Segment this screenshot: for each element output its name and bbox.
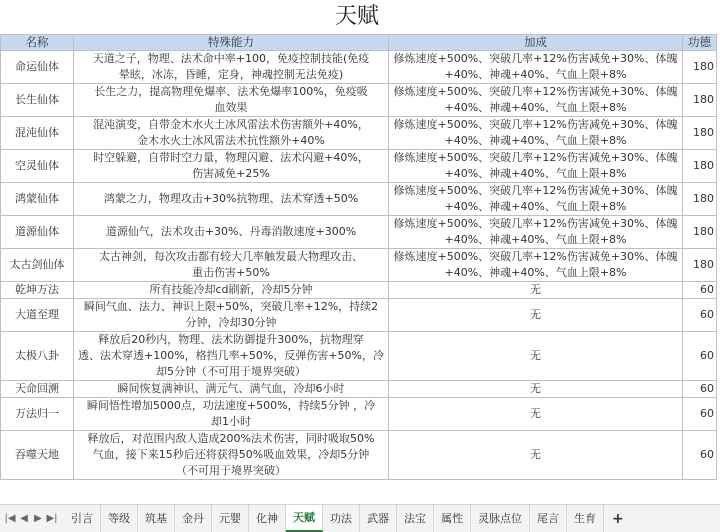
bonus-line: +40%、神魂+40%、气血上限+8% xyxy=(444,134,627,147)
table-row xyxy=(1,398,717,431)
bonus-line: 修炼速度+500%、突破几率+12%伤害减免+30%、体魄 xyxy=(393,85,678,98)
talent-ability-cell[interactable] xyxy=(74,249,389,282)
talent-merit-cell[interactable]: 180 xyxy=(683,150,717,183)
ability-line: 分钟，冷却30分钟 xyxy=(185,316,277,329)
talent-bonus-cell[interactable] xyxy=(389,299,683,332)
table-row xyxy=(1,332,717,381)
bonus-line: 修炼速度+500%、突破几率+12%伤害减免+30%、体魄 xyxy=(393,151,678,164)
add-sheet-button[interactable]: + xyxy=(612,510,624,527)
bonus-line: +40%、神魂+40%、气血上限+8% xyxy=(444,200,627,213)
ability-line: 混沌演变，自带金木水火土冰风雷法术伤害额外+40%， xyxy=(93,118,369,131)
talent-bonus-cell[interactable] xyxy=(389,84,683,117)
talent-ability-cell[interactable] xyxy=(74,282,389,299)
table-row xyxy=(1,51,717,84)
table-row xyxy=(1,216,717,249)
sheet-tab[interactable]: 筑基 xyxy=(138,505,175,532)
sheet-tab[interactable]: 等级 xyxy=(101,505,138,532)
talent-name-cell[interactable]: 道源仙体 xyxy=(1,216,74,249)
talent-ability-cell[interactable] xyxy=(74,150,389,183)
bonus-line: 修炼速度+500%、突破几率+12%伤害减免+30%、体魄 xyxy=(393,52,678,65)
sheet-tab[interactable]: 化神 xyxy=(249,505,286,532)
talent-ability-cell[interactable] xyxy=(74,84,389,117)
bonus-line: 无 xyxy=(530,283,541,296)
table-row xyxy=(1,282,717,299)
ability-line: （不可用于境界突破） xyxy=(176,464,286,477)
talent-name-cell[interactable]: 乾坤万法 xyxy=(1,282,74,299)
bonus-line: 无 xyxy=(530,308,541,321)
talent-bonus-cell[interactable] xyxy=(389,150,683,183)
ability-line: 伤害减免+25% xyxy=(192,167,270,180)
talent-name-cell[interactable]: 空灵仙体 xyxy=(1,150,74,183)
bonus-line: 无 xyxy=(530,407,541,420)
sheet-tab-bar xyxy=(0,504,720,532)
talent-table xyxy=(0,34,717,480)
ability-line: 透、法术穿透+100%，格挡几率+50%，反弹伤害+50%，冷 xyxy=(78,349,384,362)
talent-ability-cell[interactable] xyxy=(74,398,389,431)
bonus-line: +40%、神魂+40%、气血上限+8% xyxy=(444,233,627,246)
talent-bonus-cell[interactable] xyxy=(389,431,683,480)
table-row xyxy=(1,183,717,216)
table-row xyxy=(1,150,717,183)
table-row xyxy=(1,431,717,480)
ability-line: 却1小时 xyxy=(211,415,251,428)
ability-line: 瞬间恢复满神识、满元气、满气血，冷却6小时 xyxy=(117,382,345,395)
talent-bonus-cell[interactable] xyxy=(389,332,683,381)
talent-merit-cell[interactable]: 180 xyxy=(683,249,717,282)
table-row xyxy=(1,117,717,150)
ability-line: 金木水火土冰风雷法术抗性额外+40% xyxy=(137,134,325,147)
table-row xyxy=(1,84,717,117)
ability-line: 释放后20秒内，物理、法术防御提升300%，抗物理穿 xyxy=(98,333,364,346)
talent-name-cell[interactable]: 天命回溯 xyxy=(1,381,74,398)
sheet-tab[interactable]: 元婴 xyxy=(212,505,249,532)
talent-merit-cell[interactable]: 180 xyxy=(683,51,717,84)
bonus-line: 无 xyxy=(530,349,541,362)
first-sheet-icon[interactable]: |◀ xyxy=(4,512,16,524)
header-row xyxy=(1,35,717,51)
talent-name-cell[interactable]: 万法归一 xyxy=(1,398,74,431)
table-row xyxy=(1,381,717,398)
talent-ability-cell[interactable] xyxy=(74,216,389,249)
sheet-title: 天赋 xyxy=(334,4,379,29)
talent-name-cell[interactable]: 混沌仙体 xyxy=(1,117,74,150)
talent-name-cell[interactable]: 大道至理 xyxy=(1,299,74,332)
ability-line: 鸿蒙之力，物理攻击+30%抗物理、法术穿透+50% xyxy=(103,192,359,205)
ability-line: 太古神剑，每次攻击都有较大几率触发最大物理攻击、 xyxy=(99,250,363,263)
header-merit[interactable]: 功德 xyxy=(683,35,717,51)
talent-merit-cell[interactable]: 60 xyxy=(683,282,717,299)
table-row xyxy=(1,299,717,332)
talent-merit-cell[interactable]: 60 xyxy=(683,431,717,480)
ability-line: 天道之子，物理、法术命中率+100，免疫控制技能(免疫 xyxy=(92,52,370,65)
talent-merit-cell[interactable]: 180 xyxy=(683,183,717,216)
talent-bonus-cell[interactable] xyxy=(389,398,683,431)
bonus-line: 无 xyxy=(530,382,541,395)
talent-merit-cell[interactable]: 180 xyxy=(683,84,717,117)
last-sheet-icon[interactable]: ▶| xyxy=(46,512,58,524)
ability-line: 晕眩，冰冻，昏睡，定身，神魂控制无法免疫) xyxy=(118,68,344,81)
ability-line: 血效果 xyxy=(214,101,248,114)
talent-merit-cell[interactable]: 180 xyxy=(683,216,717,249)
talent-bonus-cell[interactable] xyxy=(389,381,683,398)
sheet-tab[interactable]: 金丹 xyxy=(175,505,212,532)
header-ability[interactable]: 特殊能力 xyxy=(74,35,389,51)
ability-line: 却5分钟（不可用于境界突破） xyxy=(156,365,306,378)
talent-name-cell[interactable]: 太古剑仙体 xyxy=(1,249,74,282)
bonus-line: +40%、神魂+40%、气血上限+8% xyxy=(444,266,627,279)
talent-ability-cell[interactable] xyxy=(74,381,389,398)
talent-name-cell[interactable]: 长生仙体 xyxy=(1,84,74,117)
sheet-tab[interactable]: 天赋 xyxy=(286,505,323,532)
bonus-line: 修炼速度+500%、突破几率+12%伤害减免+30%、体魄 xyxy=(393,250,678,263)
talent-merit-cell[interactable]: 60 xyxy=(683,299,717,332)
sheet-tab[interactable]: 生育 xyxy=(567,505,604,532)
ability-line: 长生之力，提高物理免爆率、法术免爆率100%，免疫吸 xyxy=(94,85,368,98)
talent-merit-cell[interactable]: 60 xyxy=(683,332,717,381)
bonus-line: +40%、神魂+40%、气血上限+8% xyxy=(444,68,627,81)
next-sheet-icon[interactable]: ▶ xyxy=(34,512,42,524)
sheet-tab[interactable]: 法宝 xyxy=(397,505,434,532)
talent-bonus-cell[interactable] xyxy=(389,183,683,216)
sheet-title-cell[interactable] xyxy=(0,0,720,34)
sheet-tab[interactable]: 灵脉点位 xyxy=(471,505,530,532)
bonus-line: 修炼速度+500%、突破几率+12%伤害减免+30%、体魄 xyxy=(393,217,678,230)
bonus-line: +40%、神魂+40%、气血上限+8% xyxy=(444,101,627,114)
sheet-tab[interactable]: 尾言 xyxy=(530,505,567,532)
talent-bonus-cell[interactable] xyxy=(389,216,683,249)
talent-bonus-cell[interactable] xyxy=(389,117,683,150)
talent-bonus-cell[interactable] xyxy=(389,249,683,282)
sheet-nav xyxy=(0,512,58,526)
bonus-line: 修炼速度+500%、突破几率+12%伤害减免+30%、体魄 xyxy=(393,118,678,131)
talent-merit-cell[interactable]: 60 xyxy=(683,381,717,398)
talent-merit-cell[interactable]: 60 xyxy=(683,398,717,431)
talent-bonus-cell[interactable] xyxy=(389,282,683,299)
ability-line: 所有技能冷却cd刷新，冷却5分钟 xyxy=(149,283,313,296)
talent-merit-cell[interactable]: 180 xyxy=(683,117,717,150)
bonus-line: 修炼速度+500%、突破几率+12%伤害减免+30%、体魄 xyxy=(393,184,678,197)
prev-sheet-icon[interactable]: ◀ xyxy=(20,512,28,524)
ability-line: 时空躲避，自带时空力量，物理闪避、法术闪避+40%， xyxy=(93,151,369,164)
header-bonus[interactable]: 加成 xyxy=(389,35,683,51)
header-name[interactable]: 名称 xyxy=(1,35,74,51)
talent-name-cell[interactable]: 鸿蒙仙体 xyxy=(1,183,74,216)
talent-ability-cell[interactable] xyxy=(74,51,389,84)
talent-name-cell[interactable]: 命运仙体 xyxy=(1,51,74,84)
ability-line: 瞬间悟性增加5000点，功法速度+500%，持续5分钟 ，冷 xyxy=(86,399,376,412)
sheet-tabs xyxy=(64,505,604,532)
talent-name-cell[interactable]: 吞噬天地 xyxy=(1,431,74,480)
talent-ability-cell[interactable] xyxy=(74,332,389,381)
ability-line: 重击伤害+50% xyxy=(192,266,270,279)
talent-ability-cell[interactable] xyxy=(74,183,389,216)
table-row xyxy=(1,249,717,282)
ability-line: 道源仙气，法术攻击+30%、丹毒消散速度+300% xyxy=(105,225,357,238)
talent-name-cell[interactable]: 太极八卦 xyxy=(1,332,74,381)
bonus-line: 无 xyxy=(530,448,541,461)
talent-ability-cell[interactable] xyxy=(74,299,389,332)
ability-line: 瞬间气血、法力、神识上限+50%，突破几率+12%，持续2 xyxy=(83,300,379,313)
bonus-line: +40%、神魂+40%、气血上限+8% xyxy=(444,167,627,180)
ability-line: 释放后，对范围内敌人造成200%法术伤害，同时吸取50% xyxy=(87,432,375,445)
sheet-tab[interactable]: 功法 xyxy=(323,505,360,532)
ability-line: 气血，接下来15秒后还将获得50%吸血效果，冷却5分钟 xyxy=(92,448,370,461)
sheet-tab[interactable]: 属性 xyxy=(434,505,471,532)
talent-ability-cell[interactable] xyxy=(74,431,389,480)
sheet-tab[interactable]: 武器 xyxy=(360,505,397,532)
sheet-tab[interactable]: 引言 xyxy=(64,505,101,532)
talent-bonus-cell[interactable] xyxy=(389,51,683,84)
talent-ability-cell[interactable] xyxy=(74,117,389,150)
